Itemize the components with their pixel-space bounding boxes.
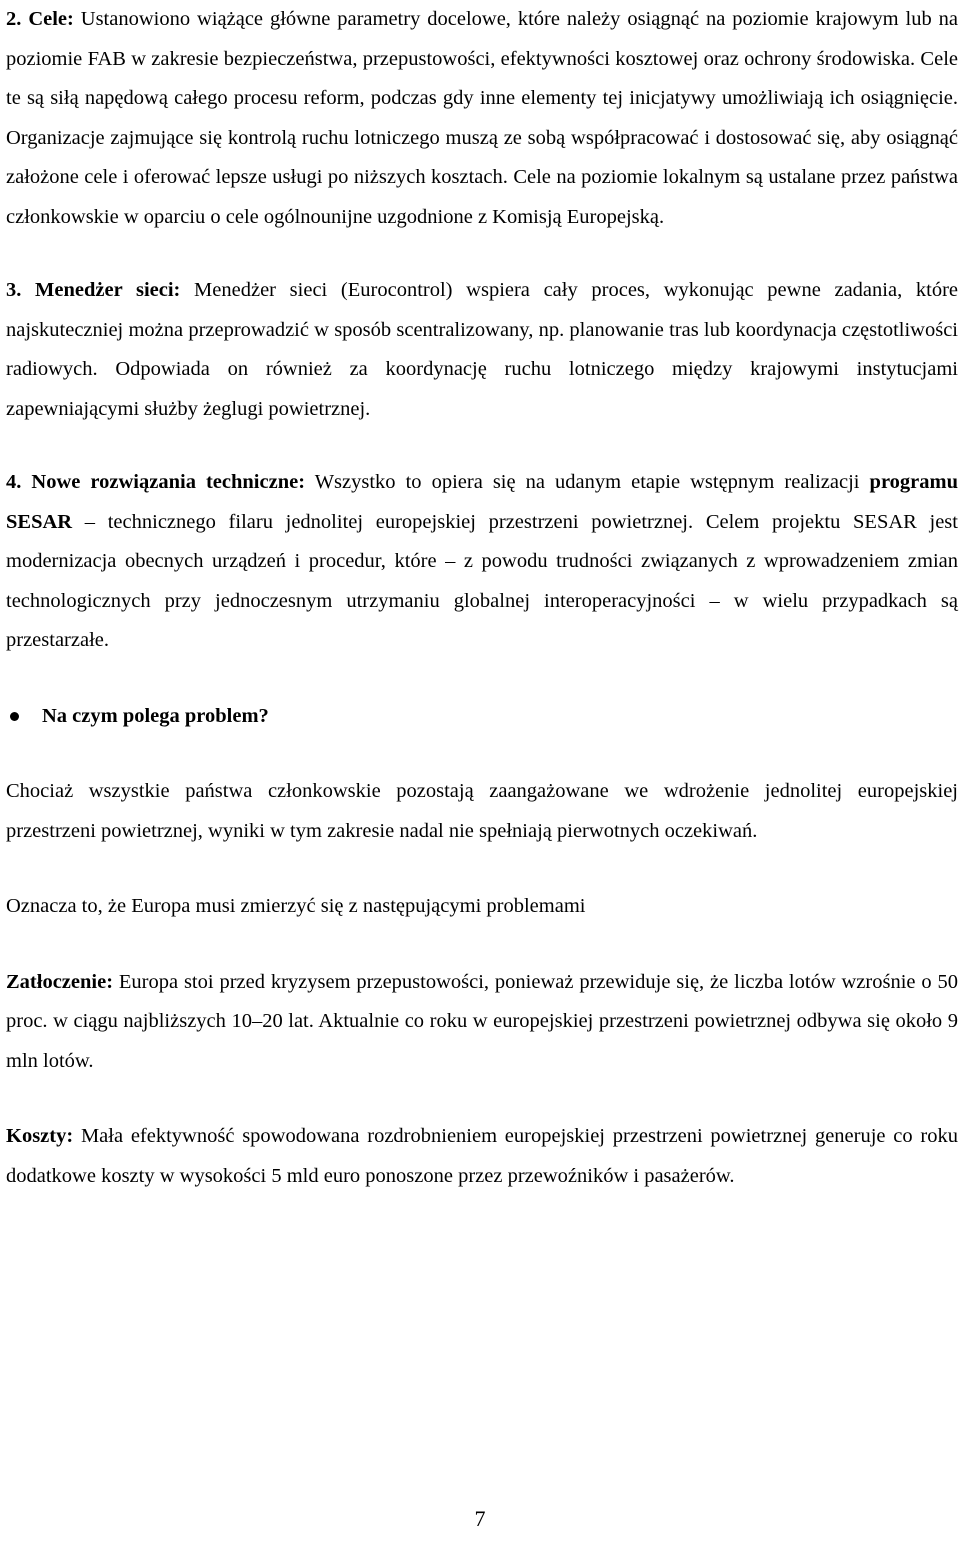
item-number: 2. [6, 8, 22, 30]
paragraph-label: Koszty: [6, 1125, 74, 1147]
item-number: 4. [6, 471, 22, 493]
paragraph-targets [6, 0, 958, 237]
paragraph-label: Menedżer sieci: [35, 279, 181, 301]
paragraph-label: Zatłoczenie: [6, 970, 114, 993]
paragraph-text: Mała efektywność spowodowana rozdrobnieniem europejskiej przestrzeni powietrznej generuje co roku dodatkowe koszty w wysokości 5 mld euro ponoszone przez przewoźników i pasażerów. [6, 1125, 958, 1187]
paragraph-problems-lead: Oznacza to, że Europa musi zmierzyć się z następującymi problemami [6, 895, 586, 917]
section-heading-problem [6, 697, 958, 737]
paragraph-text: Ustanowiono wiążące główne parametry docelowe, które należy osiągnąć na poziomie krajowym lub na poziomie FAB w zakresie bezpieczeństwa, przepustowości, efektywności kosztowej oraz ochrony środowiska. Cele te są siłą napędową całego procesu reform, podczas gdy inne elementy tej inicjatywy umożliwiają ich osiągnięcie. Organizacje zajmujące się kontrolą ruchu lotniczego muszą ze sobą współpracować i dostosować się, aby osiągnąć założone cele i oferować lepsze usługi po niższych kosztach. Cele na poziomie lokalnym są ustalane przez państwa członkowskie w oparciu o cele ogólnounijne uzgodnione z Komisją Europejską. [6, 8, 958, 228]
paragraph-text: Europa stoi przed kryzysem przepustowości, ponieważ przewiduje się, że liczba lotów wzrośnie o 50 proc. w ciągu najbliższych 10–20 lat. Aktualnie co roku w europejskiej przestrzeni powietrznej odbywa się około 9 mln lotów. [6, 970, 958, 1072]
paragraph-congestion [6, 963, 958, 1082]
bullet-icon [10, 712, 19, 721]
section-heading-text: Na czym polega problem? [42, 704, 269, 727]
paragraph-text-continued: – technicznego filaru jednolitej europejskiej przestrzeni powietrznej. Celem projektu SESAR jest modernizacja obecnych urządzeń i procedur, które – z powodu trudności związanych z wprowadzeniem zmian technologicznych przy jednoczesnym utrzymaniu globalnej interoperacyjności – w wielu przypadkach są przestarzałe. [6, 510, 958, 651]
paragraph-network-manager [6, 271, 958, 429]
paragraph-label: Cele: [28, 8, 74, 30]
page-number: 7 [474, 1506, 486, 1531]
paragraph-label: Nowe rozwiązania techniczne: [31, 471, 306, 493]
paragraph-text: Menedżer sieci (Eurocontrol) wspiera cały proces, wykonując pewne zadania, które najskuteczniej można przeprowadzić w sposób scentralizowany, np. planowanie tras lub koordynacja częstotliwości radiowych. Odpowiada on również za koordynację ruchu lotniczego między krajowymi instytucjami zapewniającymi służby żeglugi powietrznej. [6, 279, 958, 420]
paragraph-new-technical-solutions [6, 463, 958, 661]
item-number: 3. [6, 279, 22, 301]
paragraph-intro: Chociaż wszystkie państwa członkowskie pozostają zaangażowane we wdrożenie jednolitej europejskiej przestrzeni powietrznej, wyniki w tym zakresie nadal nie spełniają pierwotnych oczekiwań. [6, 780, 958, 842]
document-page [6, 0, 958, 1196]
paragraph-text: Wszystko to opiera się na udanym etapie wstępnym realizacji [305, 471, 870, 493]
sesar-program-label: programu SESAR [6, 471, 959, 533]
paragraph-costs [6, 1117, 958, 1196]
